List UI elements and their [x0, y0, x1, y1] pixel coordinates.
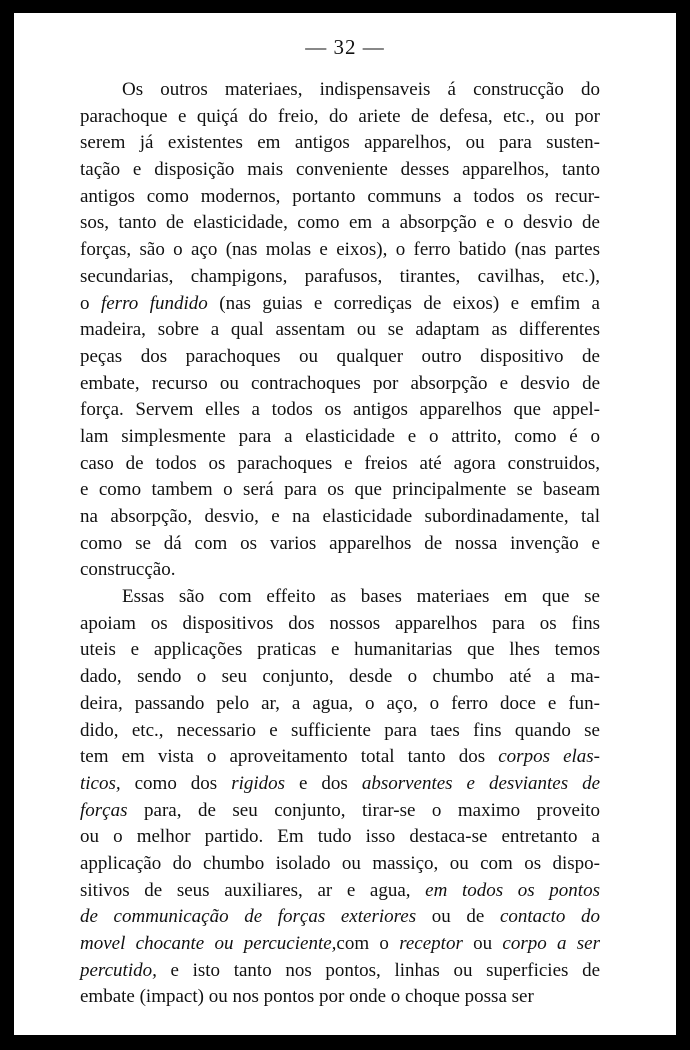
text-segment: tem em vista o aproveitamento total tanto dos: [80, 746, 499, 768]
text-line: dado, sendo o seu conjunto, desde o chumbo até a ma-: [80, 666, 600, 688]
text-line: [80, 771, 600, 798]
text-segment: e isto tanto nos pontos, linhas ou superficies de: [156, 959, 600, 981]
italic-text: ticos,: [80, 772, 121, 794]
text-line: ou o melhor partido. Em tudo isso destaca-se entretanto a: [80, 826, 600, 848]
text-line: embate, recurso ou contrachoques por absorpção e desvio de: [80, 372, 600, 394]
text-line: apoiam os dispositivos dos nossos apparelhos para os fins: [80, 612, 600, 634]
text-line: lam simplesmente para a elasticidade e o attrito, como é o: [80, 425, 600, 447]
text-segment: e dos: [285, 772, 362, 794]
text-line: caso de todos os parachoques e freios até agora construidos,: [80, 452, 600, 474]
italic-text: em todos os pontos: [425, 879, 600, 901]
text-line: [80, 958, 600, 985]
italic-text: corpo a ser: [502, 933, 600, 954]
text-line: como se dá com os varios apparelhos de nossa invenção e: [80, 532, 600, 554]
text-segment: como dos: [120, 772, 232, 794]
page-number: — 32 —: [305, 35, 385, 59]
italic-text: absorventes e desviantes de: [361, 772, 601, 794]
text-segment: ou de: [416, 906, 500, 928]
text-line: tação e disposição mais conveniente desses apparelhos, tanto: [80, 159, 600, 181]
body-text: [80, 77, 600, 1011]
text-line: antigos como modernos, portanto communs a todos os recur-: [80, 185, 600, 207]
text-line: serem já existentes em antigos apparelhos, ou para susten-: [80, 132, 600, 154]
paragraph-1: [80, 77, 600, 584]
italic-text: movel chocante ou percuciente,: [80, 933, 337, 954]
text-line: madeira, sobre a qual assentam ou se adaptam as differentes: [80, 319, 600, 341]
text-line: peças dos parachoques ou qualquer outro dispositivo de: [80, 345, 600, 367]
text-line: Essas são com effeito as bases materiaes em que se: [122, 586, 600, 608]
italic-text: receptor: [399, 933, 463, 954]
text-line: embate (impact) ou nos pontos por onde o choque possa ser: [80, 986, 534, 1008]
italic-text: forças: [80, 799, 128, 821]
text-line: forças, são o aço (nas molas e eixos), o ferro batido (nas partes: [80, 239, 600, 261]
text-line: construcção.: [80, 559, 176, 581]
italic-text: ferro fundido: [100, 292, 208, 314]
text-segment: (nas guias e corrediças de eixos) e emfim a: [207, 292, 600, 314]
text-line: [80, 878, 600, 905]
text-segment: sitivos de seus auxiliares, ar e agua,: [80, 879, 426, 901]
text-line: [80, 931, 600, 958]
text-line: Os outros materiaes, indispensaveis á construcção do: [122, 79, 600, 100]
text-line: força. Servem elles a todos os antigos apparelhos que appel-: [80, 399, 600, 421]
text-line: [80, 744, 600, 771]
text-line: deira, passando pelo ar, a agua, o aço, o ferro doce e fun-: [80, 692, 600, 714]
text-segment: com o: [336, 933, 400, 954]
text-segment: ou: [462, 933, 503, 954]
text-line: [80, 291, 600, 318]
text-line: [80, 798, 600, 825]
italic-text: rigidos: [231, 772, 286, 794]
paragraph-2: [80, 584, 600, 1011]
italic-text: percutido,: [80, 959, 157, 981]
text-line: secundarias, champigons, parafusos, tirantes, cavilhas, etc.),: [80, 265, 600, 287]
text-line: applicação do chumbo isolado ou massiço, ou com os dispo-: [80, 852, 600, 874]
italic-text: contacto do: [499, 906, 600, 928]
text-line: [80, 904, 600, 931]
document-page: [14, 13, 676, 1035]
text-segment: para, de seu conjunto, tirar-se o maximo proveito: [127, 799, 600, 821]
italic-text: corpos elas-: [498, 746, 601, 768]
text-line: na absorpção, desvio, e na elasticidade subordinadamente, tal: [80, 506, 600, 527]
text-segment: o: [80, 292, 101, 314]
text-line: dido, etc., necessario e sufficiente para taes fins quando se: [80, 719, 600, 741]
text-line: uteis e applicações praticas e humanitarias que lhes temos: [80, 639, 600, 661]
italic-text: de communicação de forças exteriores: [80, 906, 417, 928]
text-line: parachoque e quiçá do freio, do ariete de defesa, etc., ou por: [80, 105, 600, 127]
text-line: e como tambem o será para os que principalmente se baseam: [80, 479, 600, 501]
text-line: sos, tanto de elasticidade, como em a absorpção e o desvio de: [80, 212, 600, 234]
